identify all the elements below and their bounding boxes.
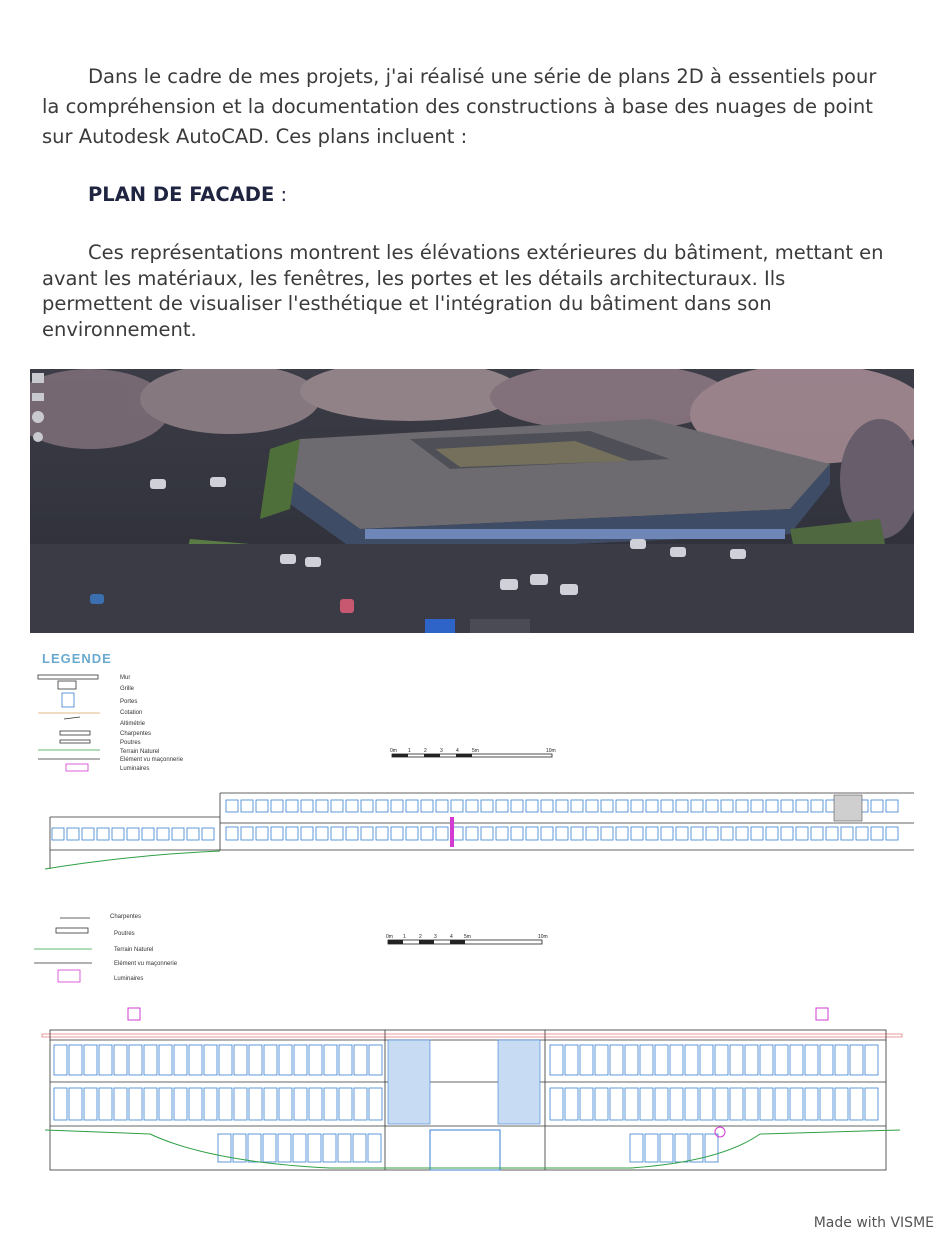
window	[436, 827, 448, 840]
window	[279, 1045, 292, 1075]
svg-text:4: 4	[456, 748, 459, 754]
window	[760, 1045, 773, 1075]
window	[745, 1088, 758, 1120]
window	[249, 1088, 262, 1120]
window	[189, 1088, 202, 1120]
window	[174, 1045, 187, 1075]
window	[796, 800, 808, 812]
window	[730, 1045, 743, 1075]
window	[886, 800, 898, 812]
windows-lower	[52, 827, 898, 840]
description-paragraph: Ces représentations montrent les élévations extérieures du bâtiment, mettant en avant les matériaux, les fenêtres, les portes et les détails architecturaux. Ils permettent de visualiser l'esthétique et l'intégration du bâtiment dans son environnement.	[42, 241, 884, 341]
window	[691, 800, 703, 812]
window	[805, 1045, 818, 1075]
window	[368, 1134, 381, 1162]
window	[526, 800, 538, 812]
window	[850, 1045, 863, 1075]
window	[114, 1045, 127, 1075]
window	[691, 827, 703, 840]
window	[271, 800, 283, 812]
legend-item: Altimétrie	[120, 721, 146, 727]
window	[69, 1045, 82, 1075]
svg-text:10m: 10m	[546, 748, 556, 754]
window	[715, 1088, 728, 1120]
window	[84, 1045, 97, 1075]
window	[234, 1088, 247, 1120]
window	[248, 1134, 261, 1162]
window	[249, 1045, 262, 1075]
legend-item: Terrain Naturel	[114, 947, 154, 953]
legend-item: Poutres	[120, 740, 141, 746]
window	[586, 827, 598, 840]
window	[766, 827, 778, 840]
window	[625, 1045, 638, 1075]
window	[706, 800, 718, 812]
window	[625, 1088, 638, 1120]
legend-item: Luminaires	[114, 976, 144, 982]
window	[324, 1088, 337, 1120]
section-title-suffix: :	[274, 183, 288, 206]
window	[811, 827, 823, 840]
window	[159, 1088, 172, 1120]
svg-text:0m: 0m	[386, 934, 393, 940]
window	[730, 1088, 743, 1120]
legend-item: Mur	[120, 675, 131, 681]
window	[264, 1088, 277, 1120]
window	[226, 827, 238, 840]
window	[610, 1045, 623, 1075]
window	[775, 1045, 788, 1075]
window	[856, 827, 868, 840]
window	[159, 1045, 172, 1075]
window	[586, 800, 598, 812]
windows-upper	[226, 800, 898, 812]
window	[294, 1088, 307, 1120]
window	[97, 828, 109, 840]
section-heading	[88, 183, 287, 206]
window	[511, 827, 523, 840]
window	[346, 827, 358, 840]
window	[309, 1045, 322, 1075]
window	[541, 800, 553, 812]
window	[82, 828, 94, 840]
window	[646, 827, 658, 840]
svg-text:3: 3	[434, 934, 437, 940]
window	[811, 800, 823, 812]
window	[114, 1088, 127, 1120]
window	[421, 827, 433, 840]
window	[601, 800, 613, 812]
window	[142, 828, 154, 840]
window	[331, 827, 343, 840]
window	[511, 800, 523, 812]
window	[616, 800, 628, 812]
window	[871, 827, 883, 840]
window	[721, 800, 733, 812]
window	[112, 828, 124, 840]
window	[496, 800, 508, 812]
window	[826, 827, 838, 840]
legend-item: Portes	[120, 699, 138, 705]
window	[354, 1088, 367, 1120]
window	[565, 1088, 578, 1120]
window	[226, 800, 238, 812]
window	[339, 1088, 352, 1120]
window	[781, 827, 793, 840]
window	[841, 827, 853, 840]
svg-text:3: 3	[440, 748, 443, 754]
window	[580, 1088, 593, 1120]
window	[675, 1134, 688, 1162]
scale-bar	[386, 934, 548, 944]
window	[466, 800, 478, 812]
window	[796, 827, 808, 840]
window	[630, 1134, 643, 1162]
window	[263, 1134, 276, 1162]
window	[218, 1134, 231, 1162]
window	[241, 800, 253, 812]
svg-text:1: 1	[403, 934, 406, 940]
window	[144, 1045, 157, 1075]
window	[706, 827, 718, 840]
window	[565, 1045, 578, 1075]
window	[685, 1088, 698, 1120]
window	[308, 1134, 321, 1162]
window	[129, 1045, 142, 1075]
window	[645, 1134, 658, 1162]
window	[595, 1045, 608, 1075]
window	[323, 1134, 336, 1162]
window	[775, 1088, 788, 1120]
window	[670, 1088, 683, 1120]
window	[550, 1045, 563, 1075]
legend-title: LEGENDE	[42, 651, 112, 666]
svg-text:2: 2	[419, 934, 422, 940]
legend-item: Poutres	[114, 931, 135, 937]
window	[99, 1088, 112, 1120]
window	[316, 827, 328, 840]
window	[361, 827, 373, 840]
svg-text:5m: 5m	[464, 934, 471, 940]
window	[286, 827, 298, 840]
window	[595, 1088, 608, 1120]
window	[339, 1045, 352, 1075]
svg-text:5m: 5m	[472, 748, 479, 754]
window	[391, 800, 403, 812]
window	[736, 827, 748, 840]
window	[700, 1088, 713, 1120]
legend-item: Elément vu maçonnerie	[120, 757, 184, 763]
window	[157, 828, 169, 840]
window	[293, 1134, 306, 1162]
window	[481, 800, 493, 812]
window	[174, 1088, 187, 1120]
window	[760, 1088, 773, 1120]
window	[301, 800, 313, 812]
window	[436, 800, 448, 812]
window	[705, 1134, 718, 1162]
window	[346, 800, 358, 812]
window	[466, 827, 478, 840]
window	[736, 800, 748, 812]
svg-text:1: 1	[408, 748, 411, 754]
legend-item: Luminaires	[120, 766, 150, 772]
window	[616, 827, 628, 840]
window	[271, 827, 283, 840]
window	[52, 828, 64, 840]
window	[331, 800, 343, 812]
window	[294, 1045, 307, 1075]
window	[631, 800, 643, 812]
window	[745, 1045, 758, 1075]
legend-item: Cotation	[120, 710, 143, 716]
window	[172, 828, 184, 840]
window	[84, 1088, 97, 1120]
window	[700, 1045, 713, 1075]
svg-text:0m: 0m	[390, 748, 397, 754]
legend-item: Charpentes	[110, 914, 142, 920]
window	[676, 800, 688, 812]
window	[421, 800, 433, 812]
window	[580, 1045, 593, 1075]
window	[661, 800, 673, 812]
window	[127, 828, 139, 840]
window	[751, 800, 763, 812]
section-title: PLAN DE FACADE	[88, 183, 275, 206]
window	[655, 1088, 668, 1120]
svg-text:2: 2	[424, 748, 427, 754]
scale-bar	[390, 748, 556, 757]
svg-text:10m: 10m	[538, 934, 548, 940]
window	[721, 827, 733, 840]
window	[376, 827, 388, 840]
window	[640, 1088, 653, 1120]
window	[264, 1045, 277, 1075]
window	[69, 1088, 82, 1120]
svg-text:4: 4	[450, 934, 453, 940]
window	[376, 800, 388, 812]
window	[790, 1045, 803, 1075]
window	[835, 1088, 848, 1120]
window	[790, 1088, 803, 1120]
footer-brand: Made with VISME	[813, 1215, 934, 1231]
window	[219, 1045, 232, 1075]
window	[571, 800, 583, 812]
window	[189, 1045, 202, 1075]
window	[187, 828, 199, 840]
window	[496, 827, 508, 840]
window	[660, 1134, 673, 1162]
window	[338, 1134, 351, 1162]
window	[219, 1088, 232, 1120]
window	[670, 1045, 683, 1075]
window	[204, 1088, 217, 1120]
window	[144, 1088, 157, 1120]
window	[661, 827, 673, 840]
window	[278, 1134, 291, 1162]
window	[54, 1045, 67, 1075]
window	[369, 1045, 382, 1075]
window	[766, 800, 778, 812]
window	[451, 800, 463, 812]
window	[129, 1088, 142, 1120]
legend-item: Grille	[120, 686, 135, 692]
window	[886, 827, 898, 840]
window	[202, 828, 214, 840]
window	[835, 1045, 848, 1075]
window	[646, 800, 658, 812]
window	[751, 827, 763, 840]
facade-drawing-1	[30, 645, 914, 880]
window	[406, 800, 418, 812]
window	[67, 828, 79, 840]
window	[361, 800, 373, 812]
facade-drawing-2	[30, 912, 914, 1177]
window	[571, 827, 583, 840]
window	[354, 1045, 367, 1075]
window	[865, 1088, 878, 1120]
window	[865, 1045, 878, 1075]
legend-item: Elément vu maçonnerie	[114, 961, 178, 967]
window	[234, 1045, 247, 1075]
window	[324, 1045, 337, 1075]
window	[556, 800, 568, 812]
window	[316, 800, 328, 812]
window	[54, 1088, 67, 1120]
window	[655, 1045, 668, 1075]
window	[391, 827, 403, 840]
window	[820, 1045, 833, 1075]
point-cloud-image	[30, 369, 914, 633]
intro-paragraph: Dans le cadre de mes projets, j'ai réalisé une série de plans 2D à essentiels pour la compréhension et la documentation des constructions à base des nuages de point sur Autodesk AutoCAD. Ces plans incluent :	[42, 65, 877, 148]
window	[286, 800, 298, 812]
window	[640, 1045, 653, 1075]
window	[550, 1088, 563, 1120]
window	[309, 1088, 322, 1120]
window	[369, 1088, 382, 1120]
window	[279, 1088, 292, 1120]
window	[805, 1088, 818, 1120]
window	[610, 1088, 623, 1120]
window	[820, 1088, 833, 1120]
legend-item: Charpentes	[120, 731, 152, 737]
window	[256, 800, 268, 812]
window	[556, 827, 568, 840]
window	[871, 800, 883, 812]
window	[241, 827, 253, 840]
window	[781, 800, 793, 812]
window	[526, 827, 538, 840]
window	[715, 1045, 728, 1075]
window	[676, 827, 688, 840]
window	[301, 827, 313, 840]
window	[99, 1045, 112, 1075]
window	[353, 1134, 366, 1162]
window	[850, 1088, 863, 1120]
window	[601, 827, 613, 840]
window	[406, 827, 418, 840]
window	[256, 827, 268, 840]
window	[685, 1045, 698, 1075]
window	[631, 827, 643, 840]
legend-item: Terrain Naturel	[120, 749, 160, 755]
window	[204, 1045, 217, 1075]
window	[541, 827, 553, 840]
window	[481, 827, 493, 840]
